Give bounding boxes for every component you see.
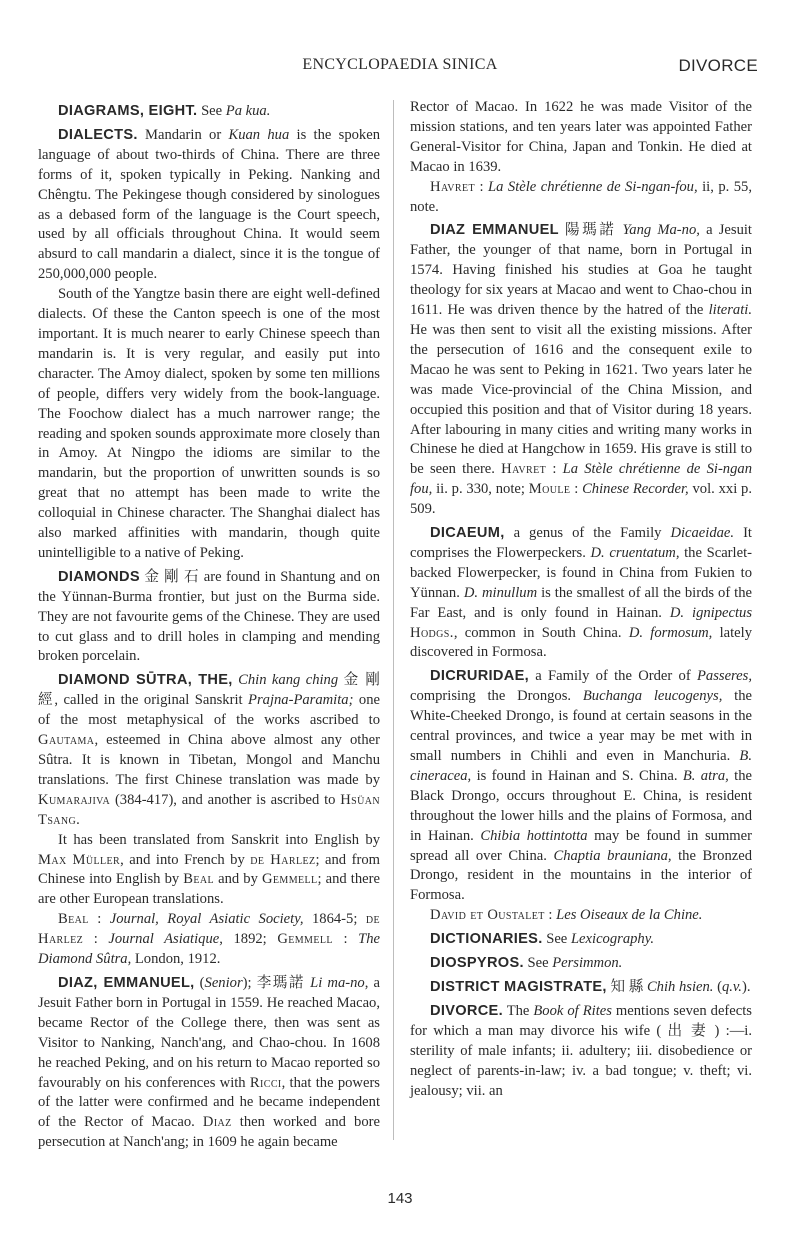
entry-diospyros: DIOSPYROS. See Persimmon. (430, 955, 623, 972)
headword: DIALECTS. (58, 126, 138, 143)
chinese-characters: 知 縣 (610, 978, 644, 995)
headword: DIAZ, EMMANUEL, (58, 974, 195, 991)
headword: DIAGRAMS, EIGHT. (58, 103, 198, 119)
entry-diagrams: DIAGRAMS, EIGHT. See Pa kua. (58, 103, 271, 119)
headword: DIOSPYROS. (430, 955, 524, 972)
page-number: 143 (387, 1190, 413, 1207)
column-rule (393, 100, 394, 1140)
running-header (40, 56, 760, 86)
paragraph: South of the Yangtze basin there are eight well-defined dialects. Of these the Canton speech is one of the most important. It is much nearer to early Chinese speech than mandarin is. It is very regular, and easily put into character. The Amoy dialect, spoken by some ten millions of people, differs very widely from the book-language. The Foochow dialect has a much narrower range; the reading and spoken sounds approximate more closely than in Amoy. At Ningpo the idioms are similar to the mandarin, but the proportion of unwritten sounds is so great that no attempt has been made to write the colloquial in Chinese character. The Shanghai dialect has also marked affinities with mandarin, though quite unintelligible to a native of Peking. (38, 286, 380, 561)
bibliography: Havret : La Stèle chrétienne de Si-ngan-fou, ii, p. 55, note. (410, 178, 752, 215)
entry-dicruridae: DICRURIDAE, a Family of the Order of Passeres, comprising the Drongos. Buchanga leucogenys, the White-Cheeked Drongo, is found at certain seasons in the central provinces, and twice a year may be met with in small numbers in Chihli and even in Manchuria. B. cineracea, is found in Hainan and S. China. B. atra, the Black Drongo, occurs throughout E. China, is resident throughout the lower hills and the plains of Formosa, and in Hainan. Chibia hottintotta may be found in summer spread all over China. Chaptia brauniana, the Bronzed Drongo, resident in the mountains in the interior of Formosa. (410, 668, 753, 904)
cross-reference: Pa kua. (225, 103, 271, 119)
entry-divorce: DIVORCE. The Book of Rites mentions seven defects for which a man may divorce his wife ( 出 妻 ) :—i. sterility of male infants; ii. adultery; iii. disobedience or neglect of parents-in-law; iv. a bad tongue; v. theft; vi. jealousy; vii. an (410, 1002, 753, 1099)
header-section: DIVORCE (678, 56, 758, 75)
chinese-characters: 陽瑪諾 (565, 222, 617, 239)
entry-dictionaries: DICTIONARIES. See Lexicography. (430, 931, 655, 948)
bibliography: Beal : Journal, Royal Asiatic Society, 1864-5; de Harlez : Journal Asiatique, 1892; Gemmell : The Diamond Sûtra, London, 1912. (38, 911, 381, 968)
header-title: ENCYCLOPAEDIA SINICA (302, 56, 498, 73)
paragraph-continued: Rector of Macao. In 1622 he was made Visitor of the mission stations, and ten years later was appointed Father General-Visitor for China, Japan and Tonkin. He died at Macao in 1639. (410, 99, 752, 175)
headword: DIAZ EMMANUEL (430, 222, 559, 239)
right-column (410, 98, 752, 1101)
entry-dialects: DIALECTS. Mandarin or Kuan hua is the spoken language of about two-thirds of China. There are three forms of it, spoken typically in Peking. Nanking and Chêngtu. The Pekingese though considered by sinologues as a debased form of the language is the Court speech, used by all officials throughout China. It would seem absurd to call mandarin a dialect, since it is the tongue of 250,000,000 people. (38, 126, 380, 283)
entry-diamond-sutra: DIAMOND SŪTRA, THE, Chin kang ching 金 剛 經, called in the original Sanskrit Prajna-Paramita; one of the most metaphysical of the works ascribed to Gautama, esteemed in China above almost any other Sûtra. It is known in Tibetan, Mongol and Manchu translations. The first Chinese translation was made by Kumarajiva (384-417), and another is ascribed to Hsüan Tsang. (38, 672, 380, 828)
entry-diamonds: DIAMONDS 金 剛 石 are found in Shantung and on the Yünnan-Burma frontier, but just on the Burma side. They are not favourite gems of the Chinese. They are used to cut glass and to drill holes in clamping and mending broken porcelain. (38, 568, 380, 665)
headword: DIAMOND SŪTRA, THE, (58, 672, 233, 689)
headword: DIAMONDS (58, 568, 140, 585)
cross-reference: Lexicography. (570, 931, 655, 948)
chinese-characters: 金 剛 石 (144, 568, 200, 585)
chinese-characters: 出 妻 (667, 1022, 709, 1039)
headword: DICRURIDAE, (430, 668, 529, 685)
left-column (38, 98, 380, 1153)
chinese-characters: 李瑪諾 (256, 974, 305, 991)
entry-district-magistrate: DISTRICT MAGISTRATE, 知 縣 Chih hsien. (q.v.). (430, 978, 751, 995)
entry-dicaeum: DICAEUM, a genus of the Family Dicaeidae. It comprises the Flowerpeckers. D. cruentatum, the Scarlet-backed Flowerpecker, is found in China from Fukien to Yünnan. D. minullum is the smallest of all the birds of the Far East, and is only found in Hainan. D. ignipectus Hodgs., common in South China. D. formosum, lately discovered in Formosa. (410, 525, 752, 661)
entry-diaz-senior: DIAZ, EMMANUEL, (Senior); 李瑪諾 Li ma-no, a Jesuit Father born in Portugal in 1559. He reached Macao, became Rector of the College there, then was sent as Visitor to Nanking, Nanch'ang, and Chao-chou. In 1608 he reached Peking, and on his return to Macao reported so favourably on his conferences with Ricci, that the powers of the latter were confirmed and he became independent of the Rector of Macao. Diaz then worked and bore persecution at Nanch'ang; in 1609 he again became (38, 974, 380, 1151)
chinese-characters: 金 剛 經 (38, 672, 380, 709)
bibliography: David et Oustalet : Les Oiseaux de la Chine. (430, 907, 703, 924)
headword: DIVORCE. (430, 1002, 503, 1019)
headword: DICTIONARIES. (430, 931, 543, 948)
cross-reference: Persimmon. (552, 955, 623, 972)
headword: DISTRICT MAGISTRATE, (430, 978, 607, 995)
entry-diaz-yang: DIAZ EMMANUEL 陽瑪諾 Yang Ma-no, a Jesuit Father, the younger of that name, born in Portugal in 1574. Having finished his studies at Goa he taught theology for six years at Macao and went to Chao-chou in 1611. He was driven thence by the hatred of the literati. He was then sent to visit all the existing missions. After the persecution of 1616 and the consequent exile to Macao he was sent to Peking in 1621. Two years later he was made Vice-provincial of the China Mission, and occupied this position and that of Visitor during 18 years. After labouring in many cities and writing many works in Chinese he died at Hangchow in 1659. His grave is still to be seen there. Havret : La Stèle chrétienne de Si-ngan fou, ii. p. 330, note; Moule : Chinese Recorder, vol. xxi p. 509. (410, 222, 752, 518)
paragraph: It has been translated from Sanskrit into English by Max Müller, and into French by de Harlez; and from Chinese into English by Beal and by Gemmell; and there are other European translations. (38, 831, 380, 908)
headword: DICAEUM, (430, 525, 505, 542)
